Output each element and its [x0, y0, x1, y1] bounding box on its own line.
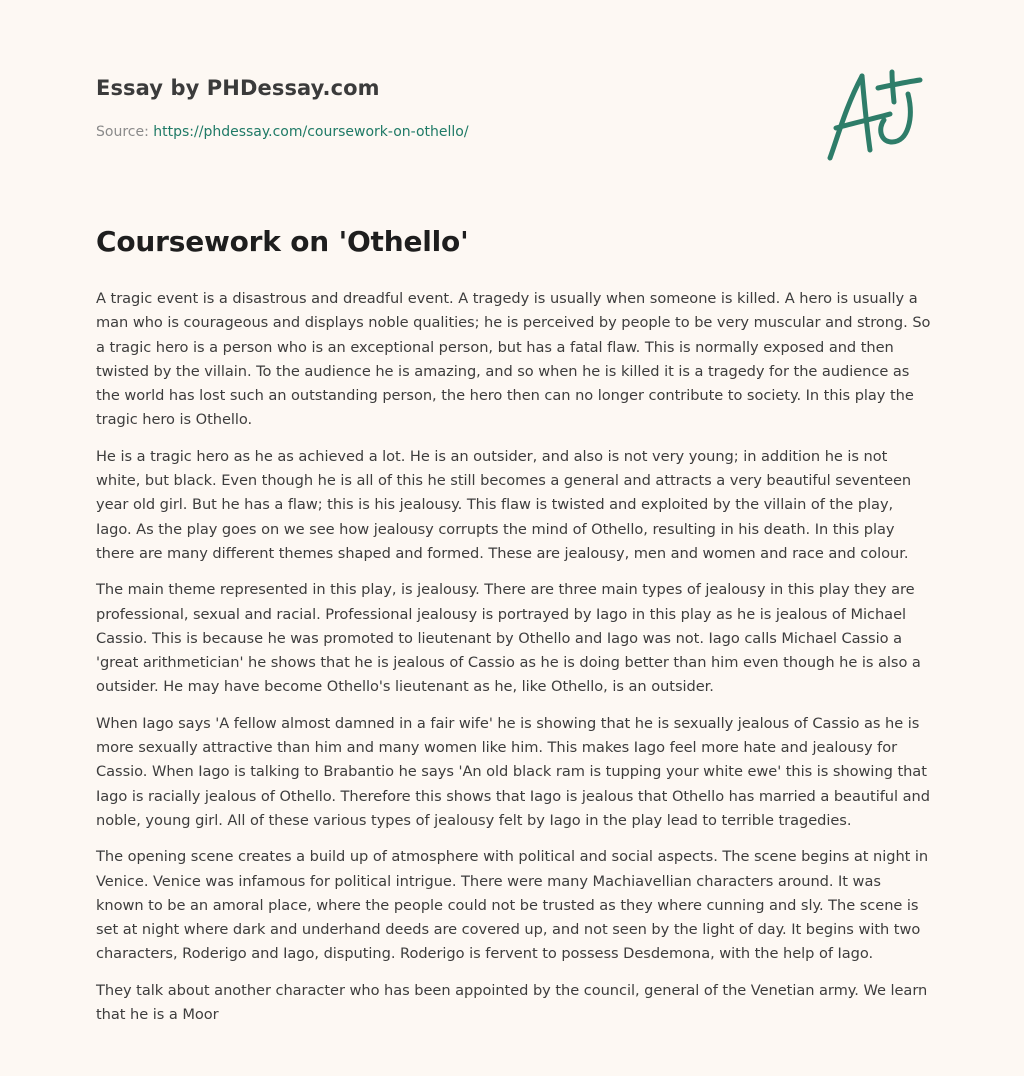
a-plus-logo-icon	[822, 68, 926, 164]
essay-paragraph: When Iago says 'A fellow almost damned in a fair wife' he is showing that he is sexually jealous of Cassio as he is more sexually attractive than him and many women like him. This makes Iago feel more hate and jealousy for Cassio. When Iago is talking to Brabantio he says 'An old black ram is tupping your white ewe' this is showing that Iago is racially jealous of Othello. Therefore this shows that Iago is jealous that Othello has married a beautiful and noble, young girl. All of these various types of jealousy felt by Iago in the play lead to terrible tragedies.	[96, 714, 930, 829]
essay-paragraph: The opening scene creates a build up of atmosphere with political and social aspects. The scene begins at night in Venice. Venice was infamous for political intrigue. There were many Machiavellian characters around. It was known to be an amoral place, where the people could not be trusted as they where cunning and sly. The scene is set at night where dark and underhand deeds are covered up, and not seen by the light of day. It begins with two characters, Roderigo and Iago, disputing. Roderigo is fervent to possess Desdemona, with the help of Iago.	[96, 848, 929, 963]
site-brand: Essay by PHDessay.com	[96, 76, 380, 100]
essay-paragraph: A tragic event is a disastrous and dreadful event. A tragedy is usually when someone is killed. A hero is usually a man who is courageous and displays noble qualities; he is perceived by people to be very muscular and strong. So a tragic hero is a person who is an exceptional person, but has a fatal flaw. This is normally exposed and then twisted by the villain. To the audience he is amazing, and so when he is killed it is a tragedy for the audience as the world has lost such an outstanding person, the hero then can no longer contribute to society. In this play the tragic hero is Othello.	[96, 290, 931, 429]
source-label: Source:	[96, 124, 149, 140]
source-link[interactable]: https://phdessay.com/coursework-on-othello/	[153, 124, 469, 140]
essay-paragraph: He is a tragic hero as he as achieved a lot. He is an outsider, and also is not very young; in addition he is not white, but black. Even though he is all of this he still becomes a general and attracts a very beautiful seventeen year old girl. But he has a flaw; this is his jealousy. This flaw is twisted and exploited by the villain of the play, Iago. As the play goes on we see how jealousy corrupts the mind of Othello, resulting in his death. In this play there are many different themes shaped and formed. These are jealousy, men and women and race and colour.	[96, 447, 912, 562]
essay-paragraph: They talk about another character who has been appointed by the council, general of the Venetian army. We learn that he is a Moor	[96, 981, 928, 1024]
source-line	[96, 124, 469, 140]
essay-title: Coursework on 'Othello'	[96, 225, 469, 258]
essay-body	[96, 287, 932, 1039]
essay-paragraph: The main theme represented in this play, is jealousy. There are three main types of jealousy in this play they are professional, sexual and racial. Professional jealousy is portrayed by Iago in this play as he is jealous of Michael Cassio. This is because he was promoted to lieutenant by Othello and Iago was not. Iago calls Michael Cassio a 'great arithmetician' he shows that he is jealous of Cassio as he is doing better than him even though he is also a outsider. He may have become Othello's lieutenant as he, like Othello, is an outsider.	[96, 581, 921, 696]
